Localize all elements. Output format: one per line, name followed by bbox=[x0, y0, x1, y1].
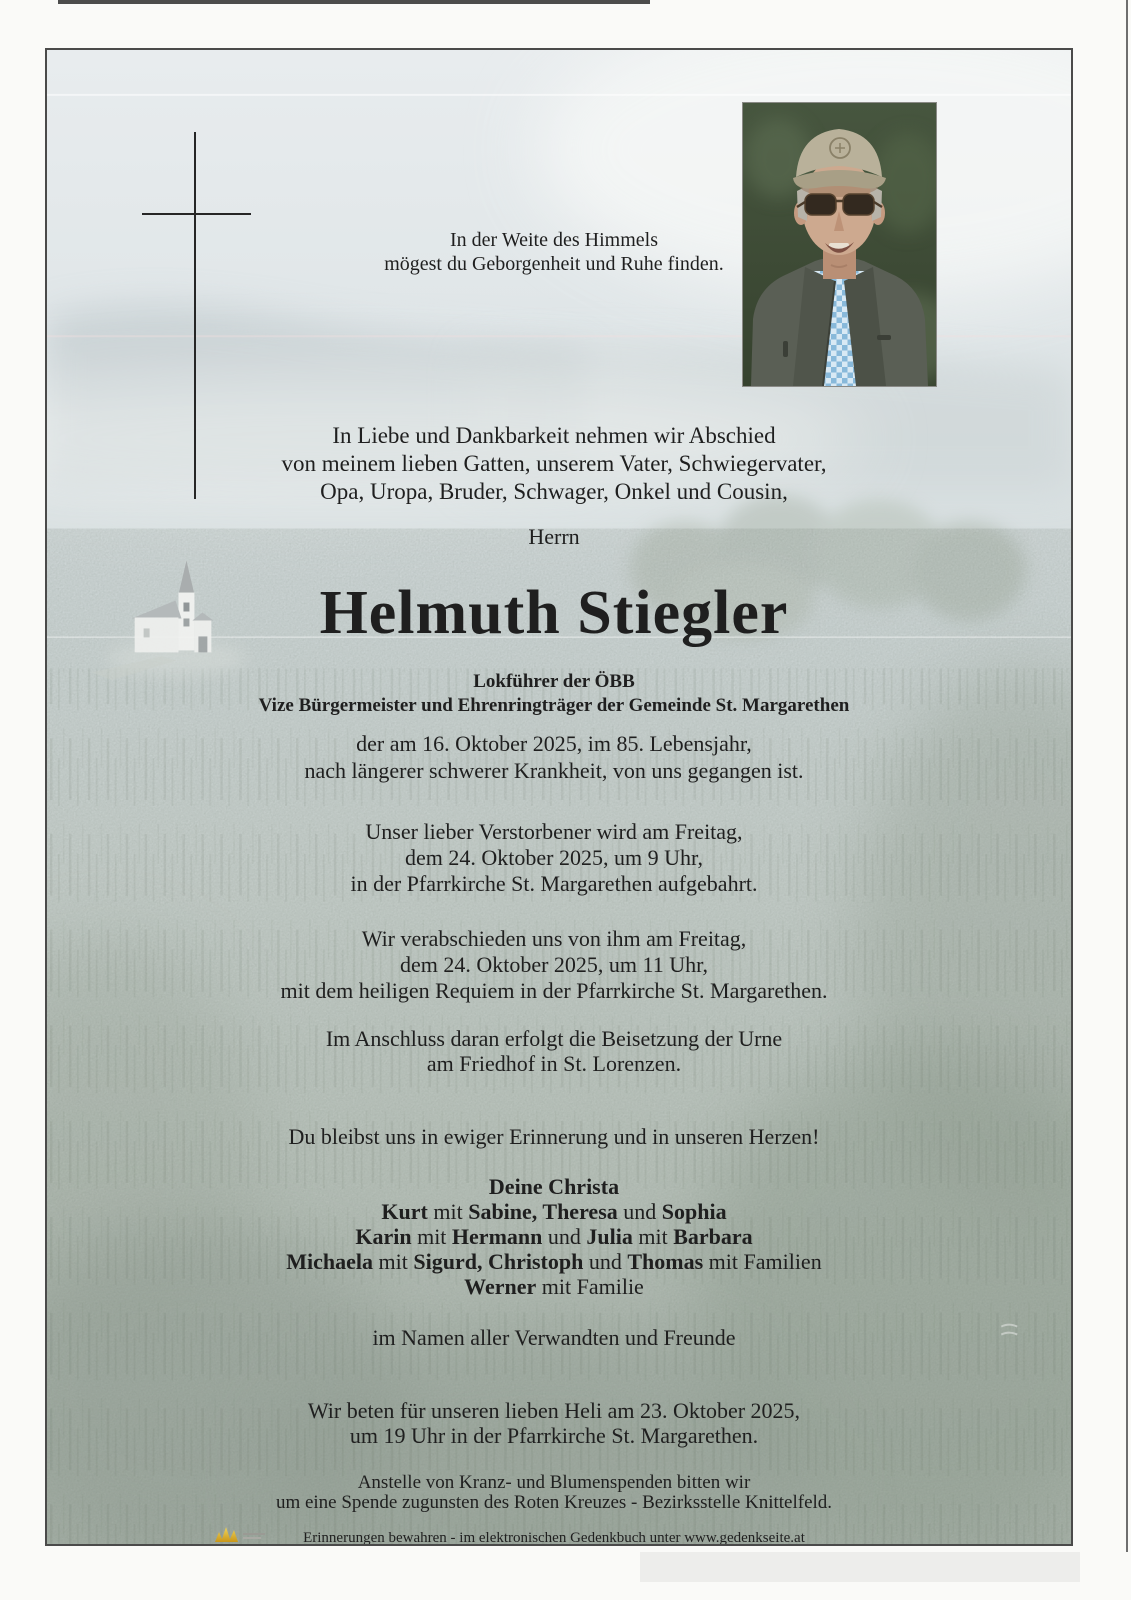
deceased-title-honors: Vize Bürgermeister und Ehrenringträger der Gemeinde St. Margarethen bbox=[258, 695, 850, 716]
salutation: Herrn bbox=[528, 524, 580, 549]
family-line: Kurt mit Sabine, Theresa und Sophia bbox=[381, 1199, 727, 1224]
burial-line: Im Anschluss daran erfolgt die Beisetzung der Urne bbox=[325, 1026, 783, 1051]
deceased-title-occupation: Lokführer der ÖBB bbox=[473, 671, 635, 692]
laying-out-notice bbox=[45, 819, 1068, 897]
comfort-quote bbox=[45, 228, 1068, 276]
intro-line: von meinem lieben Gatten, unserem Vater, Schwiegervater, bbox=[281, 451, 827, 476]
requiem-notice bbox=[45, 926, 1068, 1004]
in-name-of-line: im Namen aller Verwandten und Freunde bbox=[372, 1325, 736, 1350]
laying-line: in der Pfarrkirche St. Margarethen aufgebahrt. bbox=[350, 871, 758, 896]
prayer-line: Wir beten für unseren lieben Heli am 23. Oktober 2025, bbox=[307, 1398, 801, 1423]
family-line: Karin mit Hermann und Julia mit Barbara bbox=[355, 1224, 753, 1249]
remembrance-line: Du bleibst uns in ewiger Erinnerung und in unseren Herzen! bbox=[288, 1124, 820, 1149]
requiem-line: mit dem heiligen Requiem in der Pfarrkirche St. Margarethen. bbox=[280, 978, 828, 1003]
farewell-intro bbox=[45, 422, 1068, 506]
burial-notice bbox=[45, 1026, 1068, 1076]
mourning-family-list bbox=[45, 1174, 1068, 1299]
scan-artifact-bottom-shade bbox=[640, 1552, 1080, 1582]
death-line: nach längerer schwerer Krankheit, von uns gegangen ist. bbox=[304, 758, 804, 783]
family-line: Michaela mit Sigurd, Christoph und Thomas mit Familien bbox=[286, 1249, 822, 1274]
obituary-card bbox=[45, 48, 1073, 1546]
quote-line: In der Weite des Himmels bbox=[450, 229, 658, 251]
gedenkbuch-footer: Erinnerungen bewahren - im elektronischen Gedenkbuch unter www.gedenkseite.at bbox=[303, 1530, 805, 1546]
donation-line: um eine Spende zugunsten des Roten Kreuzes - Bezirksstelle Knittelfeld. bbox=[275, 1492, 833, 1513]
donation-request bbox=[45, 1473, 1068, 1513]
laying-line: Unser lieber Verstorbener wird am Freitag, bbox=[365, 819, 743, 844]
scan-artifact-top-line bbox=[58, 0, 650, 4]
requiem-line: dem 24. Oktober 2025, um 11 Uhr, bbox=[399, 952, 709, 977]
memorial-cross-horizontal bbox=[142, 213, 251, 215]
intro-line: Opa, Uropa, Bruder, Schwager, Onkel und Cousin, bbox=[320, 479, 788, 504]
family-line: Deine Christa bbox=[488, 1174, 620, 1199]
prayer-line: um 19 Uhr in der Pfarrkirche St. Margarethen. bbox=[349, 1423, 759, 1448]
family-line: Werner mit Familie bbox=[464, 1274, 644, 1299]
gedenkseite-logo-icon bbox=[213, 1524, 271, 1546]
laying-line: dem 24. Oktober 2025, um 9 Uhr, bbox=[405, 845, 703, 870]
death-line: der am 16. Oktober 2025, im 85. Lebensjahr, bbox=[356, 731, 752, 756]
deceased-name: Helmuth Stiegler bbox=[319, 579, 789, 647]
prayer-notice bbox=[45, 1398, 1068, 1448]
death-statement bbox=[45, 730, 1068, 784]
donation-line: Anstelle von Kranz- und Blumenspenden bitten wir bbox=[357, 1472, 751, 1493]
quote-line: mögest du Geborgenheit und Ruhe finden. bbox=[384, 253, 724, 275]
requiem-line: Wir verabschieden uns von ihm am Freitag, bbox=[361, 926, 747, 951]
scan-artifact-right-line bbox=[1126, 0, 1128, 1552]
burial-line: am Friedhof in St. Lorenzen. bbox=[426, 1051, 682, 1076]
intro-line: In Liebe und Dankbarkeit nehmen wir Abschied bbox=[332, 423, 776, 448]
